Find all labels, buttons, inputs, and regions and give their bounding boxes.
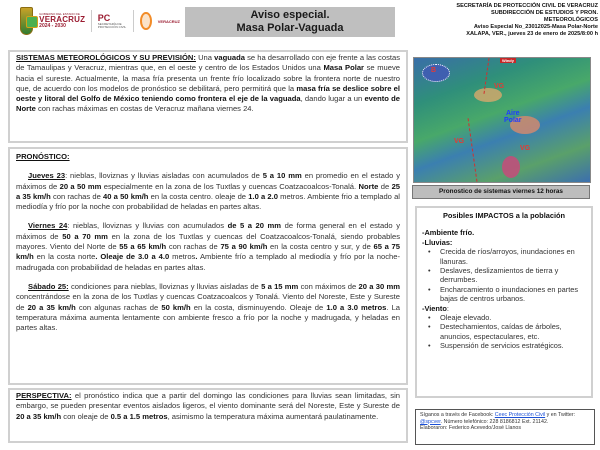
impact-rain-heading: -Lluvias: [422,237,453,247]
rain-impacts-list [422,247,586,303]
title-line-2: Masa Polar-Vaguada [236,22,344,34]
wind-impacts-list [422,313,586,351]
pc-logo: PC SECRETARÍA DE PROTECCIÓN CIVIL [97,12,127,29]
notice-id: Aviso Especial No_23012025-Masa Polar-Norte [473,24,598,30]
polar-air-label: Aire Polar [504,110,522,124]
forecast-section [8,147,408,385]
impacts-title: Posibles IMPACTOS a la población [442,211,566,220]
list-item: • Encharcamiento o inundaciones en partes bajas de centros urbanos. [440,285,586,304]
section-heading: SISTEMAS METEOROLÓGICOS Y SU PREVISIÓN: [16,53,196,62]
trough-label: VG [520,145,531,152]
veracruz-coat-of-arms-icon [20,7,33,35]
impact-cold: -Ambiente frío. [422,228,475,238]
list-item: • Oleaje elevado. [440,313,586,322]
list-item: • Crecida de ríos/arroyos, inundaciones en llanuras. [440,247,586,266]
facebook-link[interactable]: Ceec Protección Civil [494,412,546,418]
twitter-link[interactable]: @spcver [420,418,441,425]
issuer-block [412,3,598,38]
logo-divider [91,10,92,32]
civil-protection-logo-text: VERACRUZ [157,18,180,24]
forecast-friday: Viernes 24: nieblas, lloviznas y lluvias con acumulados de 5 a 20 mm de forma general en el estado y máximos de 50 a 70 mm en la zona de los Tuxtlas y cuencas del Coatzacoalcos-Tonalá, siendo probables mayores. Viento del Norte de 55 a 65 km/h con rachas de 75 a 90 km/h en la costa centro y sur, y de 65 a 75 km/h en la costa norte. Oleaje de 3.0 a 4.0 metros. Ambiente frío a templado al mediodía y frío por la noche-madrugada con probabilidad de heladas en partes altas. [16,221,401,272]
outlook-section: PERSPECTIVA: el pronóstico indica que a partir del domingo las condiciones para lluvias sean limitadas, sin embargo, se pueden presentar eventos aislados ligeros, el viento dominante será del Noreste, Este y Sureste de 20 a 35 km/h con oleaje de 0.5 a 1.5 metros, asimismo la temperatura máxima aumentará paulatinamente. [8,388,408,443]
org-name: SECRETARÍA DE PROTECCIÓN CIVIL DE VERACRUZ [456,3,598,9]
section-heading: PERSPECTIVA: [16,391,72,400]
forecast-map-image [413,57,591,183]
low-pressure-label: B [431,67,437,74]
org-subdivision: SUBDIRECCIÓN DE ESTUDIOS Y PRON. [490,10,598,16]
systems-section: SISTEMAS METEOROLÓGICOS Y SU PREVISIÓN: Una vaguada se ha desarrollado con eje frente a las costas de Tamaulipas y Veracruz, mientras que, en el oeste y centro de los Estados Unidos una Masa Polar se mueve hacia el sureste. Actualmente, la masa fría presenta un frente frío localizado sobre la frontera norte de nuestro que, de acuerdo con los modelos de pronóstico se debilitará, pero permitirá que la masa fría se deslice sobre el oeste y litoral del Golfo de México teniendo como frontera el eje de la vaguada, dando lugar a un evento de Norte con rachas máximas en costas de Veracruz mañana viernes 24. [8,50,408,143]
list-item: • Destechamientos, caídas de árboles, anuncios, espectaculares, etc. [440,322,586,341]
trough-label: VG [494,83,505,90]
impact-wind-heading: -Viento: [422,303,449,313]
org-subdivision-cont: METEOROLÓGICOS [543,17,598,23]
list-item: • Deslaves, deslizamientos de tierra y derrumbes. [440,266,586,285]
authors: Elaboraron: Federico Acevedo/José Llanos [420,425,521,432]
map-caption: Pronostico de sistemas viernes 12 horas [412,185,590,199]
impacts-panel [415,206,593,398]
trough-label: VG [454,138,465,145]
contact-box: Síganos a través de Facebook: Ceec Protección Civil y en Twitter: @spcver. Número telefónico: 228 8186812 Ext. 21142. Elaboraron: Federico Acevedo/José Llanos [415,409,595,445]
forecast-thursday: Jueves 23: nieblas, lloviznas y lluvias aisladas con acumulados de 5 a 10 mm en promedio en el estado y máximos de 20 a 50 mm especialmente en la zona de los Tuxtlas y cuencas Coatzacoalcos-Tonalá. Norte de 25 a 35 km/h con rachas de 40 a 50 km/h en la costa centro. oleaje de 1.0 a 2.0 metros. Ambiente frio a templado al mediodía y frío por la noche con probabilidad de heladas en partes altas. [16,171,401,212]
section-heading: PRONÓSTICO: [16,152,70,161]
list-item: • Suspensión de servicios estratégicos. [440,341,586,350]
page-title [185,7,395,37]
government-logo: GOBIERNO DEL ESTADO DE VERACRUZ 2024 - 2030 [39,12,86,29]
map-source-label: Windy [502,58,514,63]
logo-divider [133,10,134,32]
header-logos [20,6,180,36]
place-date: XALAPA, VER., jueves 23 de enero de 2025/8:00 h [466,31,598,37]
civil-protection-emblem-icon [140,12,152,30]
forecast-saturday: Sábado 25: condiciones para nieblas, lloviznas y lluvias aisladas de 5 a 15 mm con máximos de 20 a 30 mm concentrándose en la zona de los Tuxtlas y cuencas Coatzacoalcos y Tonalá. Viento del Noreste, Este y Sureste de 20 a 35 km/h con algunas rachas de 50 km/h en la costa, disminuyendo. Oleaje de 1.0 a 3.0 metros. La temperatura máxima aumenta lentamente con ambiente fresco a frío por la noche y madrugada, y heladas en partes altas. [16,281,401,333]
title-line-1: Aviso especial. [250,9,330,21]
